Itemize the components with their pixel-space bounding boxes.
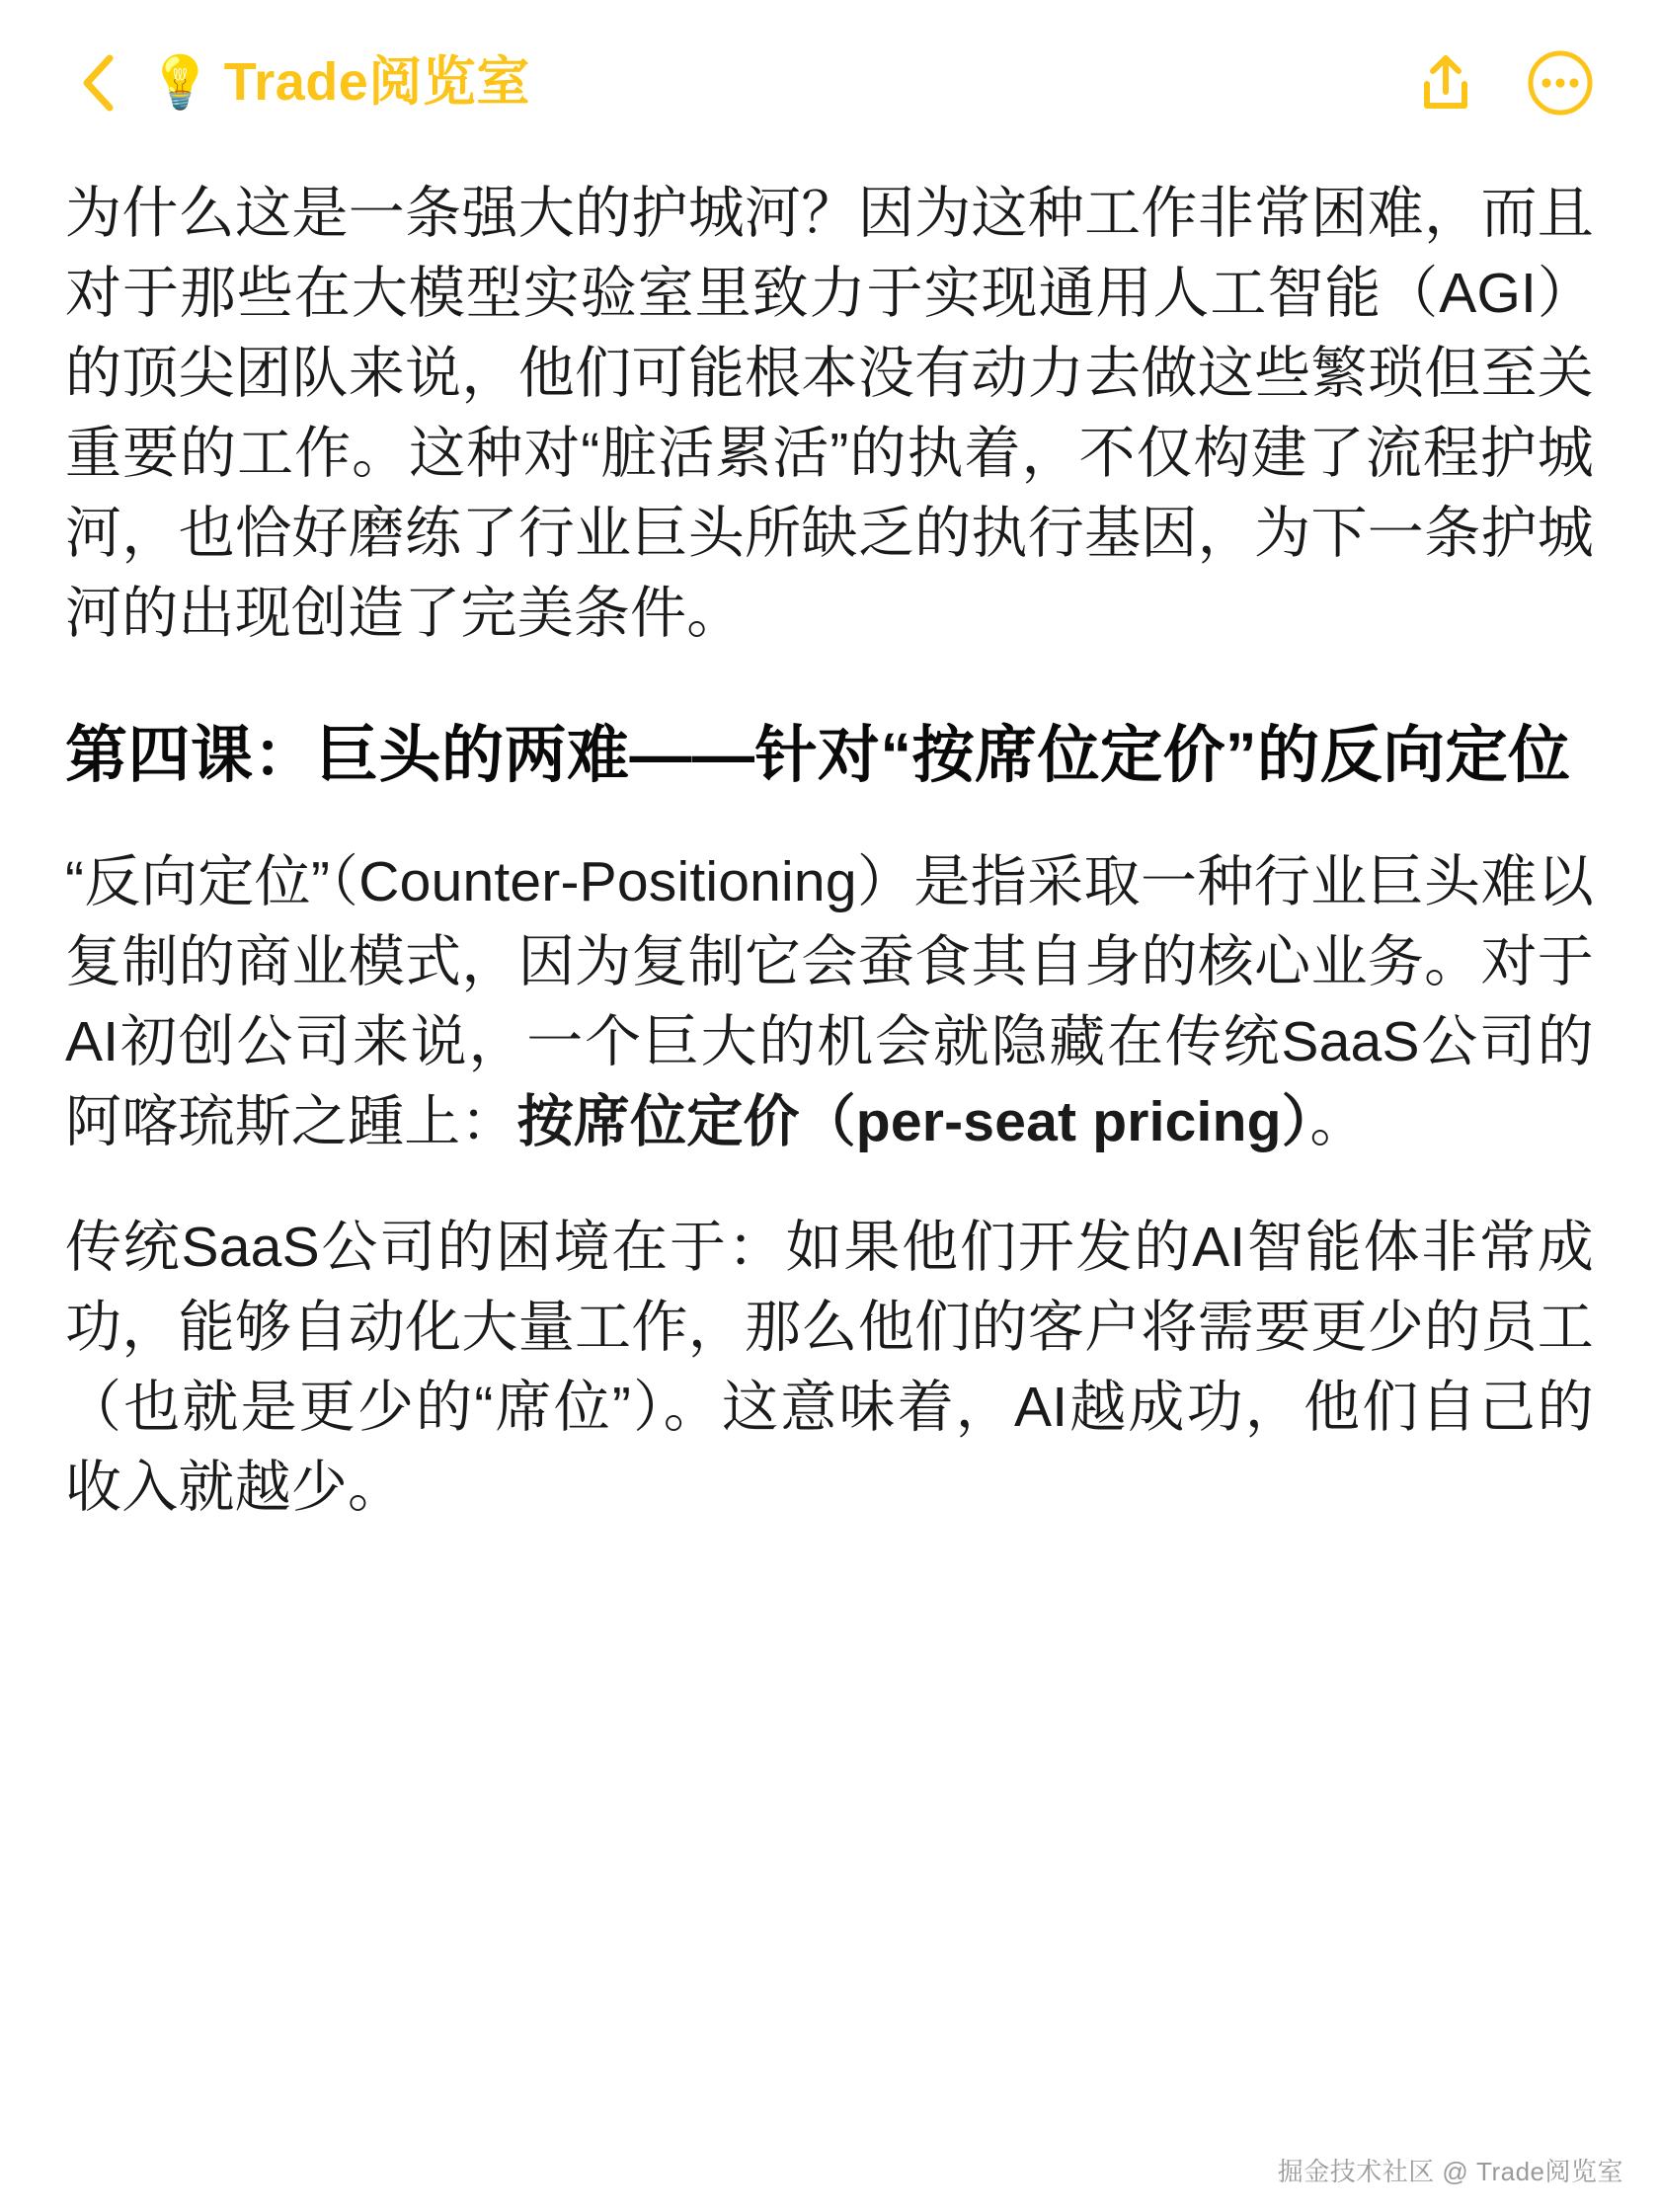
back-button[interactable]	[71, 48, 126, 118]
header-left-group	[71, 48, 1410, 118]
section-heading-1: 第四课：巨头的两难——针对“按席位定价”的反向定位	[65, 720, 1571, 790]
paragraph-2-text-a: “反向定位”（Counter-Positioning）是指采取一种行业巨头难以复制的商业模式，因为复制它会蚕食其自身的核心业务。对于AI初创公司来说，一个巨大的机会就隐藏在传统SaaS公司的阿喀琉斯之踵上：	[65, 850, 1594, 1154]
share-upload-icon[interactable]	[1410, 47, 1481, 118]
paragraph-2-text-b: 。	[1309, 1090, 1367, 1154]
article-body	[0, 174, 1659, 1528]
paragraph-3: 传统SaaS公司的困境在于：如果他们开发的AI智能体非常成功，能够自动化大量工作，那么他们的客户将需要更少的员工（也就是更少的“席位”）。这意味着，AI越成功，他们自己的收入就越少。	[65, 1216, 1594, 1519]
page-title: Trade阅览室	[223, 53, 530, 113]
footer-watermark: 掘金技术社区 @ Trade阅览室	[1277, 2157, 1623, 2186]
more-options-icon[interactable]	[1525, 47, 1596, 118]
header-actions	[1410, 47, 1596, 118]
paragraph-2	[65, 842, 1594, 1162]
app-header	[0, 0, 1659, 166]
lightbulb-icon: 💡	[148, 54, 212, 112]
paragraph-2-emphasis: 按席位定价（per-seat pricing）	[516, 1090, 1310, 1154]
paragraph-1: 为什么这是一条强大的护城河？因为这种工作非常困难，而且对于那些在大模型实验室里致力于实现通用人工智能（AGI）的顶尖团队来说，他们可能根本没有动力去做这些繁琐但至关重要的工作。这种对“脏活累活”的执着，不仅构建了流程护城河，也恰好磨练了行业巨头所缺乏的执行基因，为下一条护城河的出现创造了完美条件。	[65, 182, 1594, 645]
